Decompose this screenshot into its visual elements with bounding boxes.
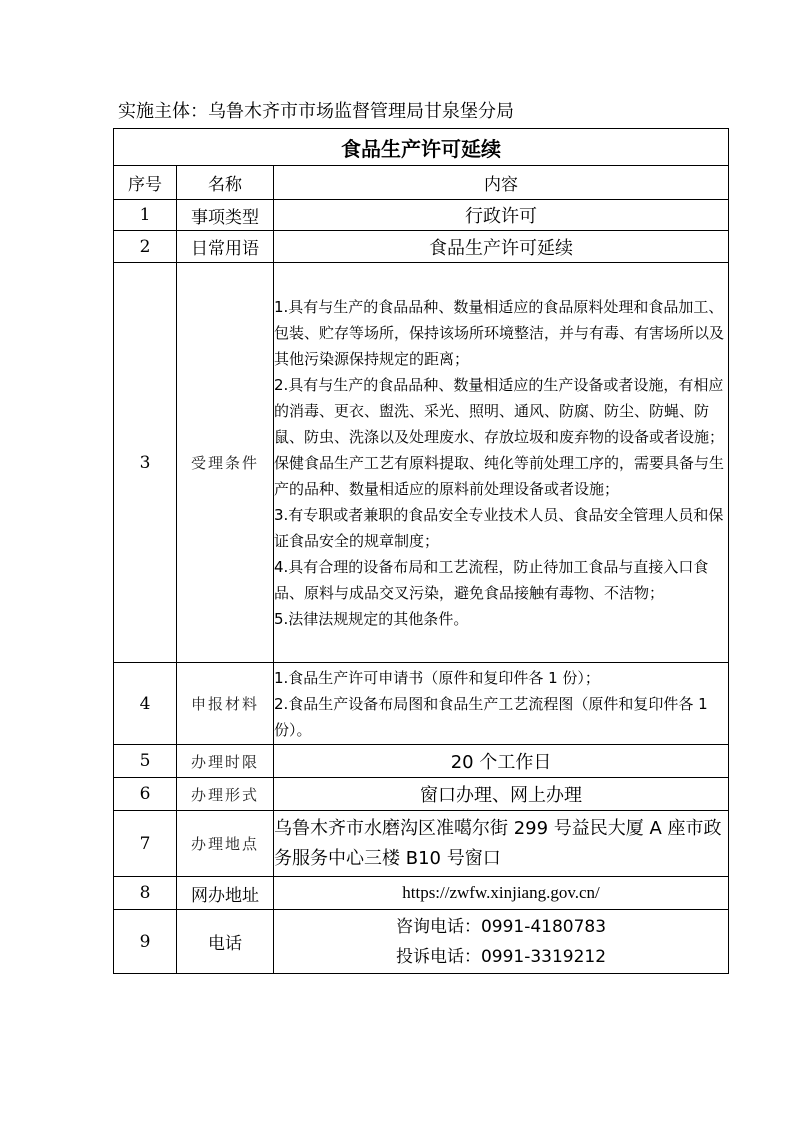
complaint-phone: 投诉电话：0991-3319212 (395, 946, 607, 967)
consult-phone: 咨询电话：0991-4180783 (395, 916, 607, 937)
table-row (114, 200, 729, 231)
acceptance-conditions (274, 263, 729, 663)
row-number: 5 (114, 745, 177, 778)
table-row (114, 778, 729, 811)
online-service-url[interactable]: https://zwfw.xinjiang.gov.cn/ (274, 877, 729, 910)
list-item: 4.具有合理的设备布局和工艺流程，防止待加工食品与直接入口食品、原料与成品交叉污染，避免食品接触有毒物、不洁物； (274, 557, 709, 602)
title-row (114, 129, 729, 166)
row-number: 6 (114, 778, 177, 811)
implementing-body: 实施主体：乌鲁木齐市市场监督管理局甘泉堡分局 (118, 101, 514, 122)
table-title: 食品生产许可延续 (114, 129, 729, 166)
header-content: 内容 (274, 166, 729, 200)
row-name: 办理时限 (177, 745, 274, 778)
header-index: 序号 (114, 166, 177, 200)
row-number: 7 (114, 811, 177, 877)
table-row (114, 231, 729, 263)
list-item: 1.食品生产许可申请书（原件和复印件各 1 份）； (274, 668, 600, 687)
service-table (113, 128, 729, 974)
table-row (114, 263, 729, 663)
row-value: 20 个工作日 (274, 745, 729, 778)
row-name: 办理地点 (177, 811, 274, 877)
row-name: 电话 (177, 910, 274, 974)
table-row (114, 811, 729, 877)
header-row (114, 166, 729, 200)
list-item: 2.食品生产设备布局图和食品生产工艺流程图（原件和复印件各 1 份）。 (274, 694, 708, 739)
office-address: 乌鲁木齐市水磨沟区准噶尔街 299 号益民大厦 A 座市政务服务中心三楼 B10 号窗口 (274, 811, 729, 877)
row-name: 日常用语 (177, 231, 274, 263)
row-number: 4 (114, 663, 177, 745)
row-name: 事项类型 (177, 200, 274, 231)
row-number: 9 (114, 910, 177, 974)
list-item: 3.有专职或者兼职的食品安全专业技术人员、食品安全管理人员和保证食品安全的规章制度； (274, 505, 724, 550)
row-number: 1 (114, 200, 177, 231)
table-row (114, 663, 729, 745)
list-item: 1.具有与生产的食品品种、数量相适应的食品原料处理和食品加工、包装、贮存等场所，保持该场所环境整洁，并与有毒、有害场所以及其他污染源保持规定的距离； (274, 297, 725, 368)
table-row (114, 910, 729, 974)
phone-numbers (274, 910, 729, 974)
row-number: 3 (114, 263, 177, 663)
row-value: 食品生产许可延续 (274, 231, 729, 263)
list-item: 2.具有与生产的食品品种、数量相适应的生产设备或者设施，有相应的消毒、更衣、盥洗、采光、照明、通风、防腐、防尘、防蝇、防鼠、防虫、洗涤以及处理废水、存放垃圾和废弃物的设备或者设施；保健食品生产工艺有原料提取、纯化等前处理工序的，需要具备与生产的品种、数量相适应的原料前处理设备或者设施； (274, 375, 725, 498)
row-value: 窗口办理、网上办理 (274, 778, 729, 811)
row-value: 行政许可 (274, 200, 729, 231)
header-name: 名称 (177, 166, 274, 200)
row-name: 申报材料 (177, 663, 274, 745)
row-name: 受理条件 (177, 263, 274, 663)
list-item: 5.法律法规规定的其他条件。 (274, 609, 469, 628)
table-row (114, 745, 729, 778)
row-name: 网办地址 (177, 877, 274, 910)
row-name: 办理形式 (177, 778, 274, 811)
application-materials (274, 663, 729, 745)
table-row (114, 877, 729, 910)
row-number: 8 (114, 877, 177, 910)
row-number: 2 (114, 231, 177, 263)
